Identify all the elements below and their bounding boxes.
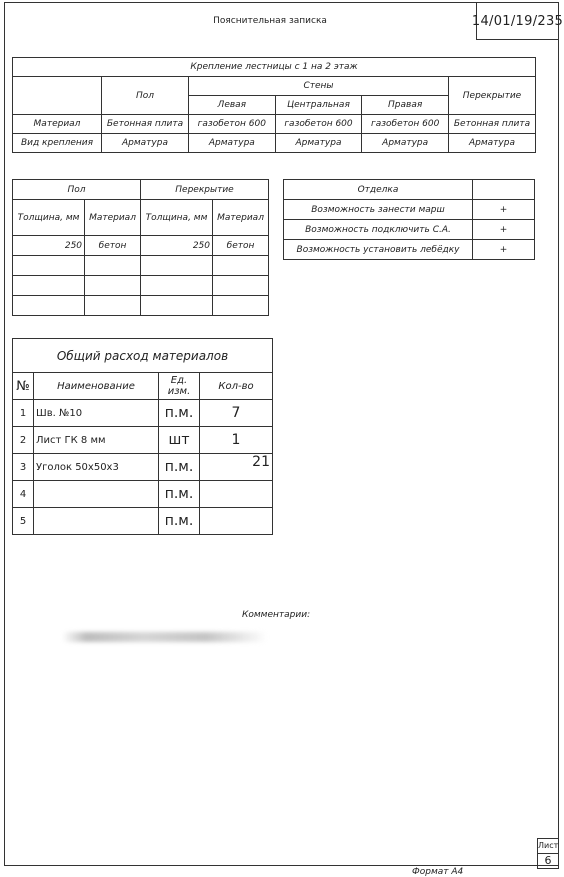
col-unit-header: Ед. изм.: [159, 373, 200, 400]
row-no: 5: [13, 508, 34, 535]
floor-thickness-header: Толщина, мм: [13, 200, 85, 236]
row-no: 2: [13, 427, 34, 454]
ceiling-value: Арматура: [449, 134, 536, 153]
materials-table: [12, 338, 273, 535]
row-unit: п.м.: [159, 481, 200, 508]
row-qty: [200, 508, 273, 535]
floor-value: Арматура: [102, 134, 189, 153]
row-no: 3: [13, 454, 34, 481]
finish-value-header: [473, 180, 535, 200]
ceiling-header: Перекрытие: [449, 77, 536, 115]
row-name: [34, 508, 159, 535]
row-label: Материал: [13, 115, 102, 134]
col-name-header: Наименование: [34, 373, 159, 400]
ceiling-thickness-header: Толщина, мм: [140, 200, 212, 236]
finish-value: +: [473, 220, 535, 240]
row-name: [34, 481, 159, 508]
finish-label: Возможность подключить С.А.: [284, 220, 473, 240]
row-unit: шт: [159, 427, 200, 454]
finish-title: Отделка: [284, 180, 473, 200]
table-row: [284, 200, 535, 220]
wall-right-header: Правая: [362, 96, 449, 115]
table-row: [284, 240, 535, 260]
wall-center-value: газобетон 600: [275, 115, 362, 134]
row-no: 4: [13, 481, 34, 508]
row-qty: 7: [200, 400, 273, 427]
row-name: Лист ГК 8 мм: [34, 427, 159, 454]
layers-table: [12, 179, 269, 316]
row-name: Уголок 50х50х3: [34, 454, 159, 481]
wall-center-header: Центральная: [275, 96, 362, 115]
table-row: [13, 481, 273, 508]
row-no: 1: [13, 400, 34, 427]
ceiling-value: Бетонная плита: [449, 115, 536, 134]
format-label: Формат А4: [412, 867, 464, 877]
table-row: [13, 115, 536, 134]
table-row: [13, 296, 269, 316]
layers-floor-header: Пол: [13, 180, 141, 200]
table-row: [13, 400, 273, 427]
table-row: [13, 427, 273, 454]
fastening-title: Крепление лестницы с 1 на 2 этаж: [13, 58, 536, 77]
row-qty: [200, 481, 273, 508]
wall-center-value: Арматура: [275, 134, 362, 153]
sheet-number: 6: [538, 853, 558, 868]
comments-label: Комментарии:: [242, 610, 311, 620]
ceiling-material-value: бетон: [213, 236, 269, 256]
table-row: [13, 276, 269, 296]
document-id: 14/01/19/235: [476, 3, 558, 40]
table-row: [13, 256, 269, 276]
wall-left-value: газобетон 600: [189, 115, 276, 134]
table-row: [13, 508, 273, 535]
table-row: [13, 454, 273, 481]
col-no-header: №: [13, 373, 34, 400]
table-row: [13, 236, 269, 256]
row-unit: п.м.: [159, 508, 200, 535]
row-unit: п.м.: [159, 454, 200, 481]
finish-value: +: [473, 240, 535, 260]
redacted-comment: [62, 632, 267, 642]
row-label: Вид крепления: [13, 134, 102, 153]
fastening-table: [12, 57, 536, 153]
corner-cell: [13, 77, 102, 115]
wall-right-value: газобетон 600: [362, 115, 449, 134]
floor-material-value: бетон: [85, 236, 141, 256]
table-row: [284, 220, 535, 240]
materials-title: Общий расход материалов: [13, 339, 273, 373]
sheet-box: [537, 838, 559, 869]
floor-material-header: Материал: [85, 200, 141, 236]
wall-left-value: Арматура: [189, 134, 276, 153]
row-qty: 21: [200, 454, 273, 481]
row-unit: п.м.: [159, 400, 200, 427]
finish-table: [283, 179, 535, 260]
row-qty: 1: [200, 427, 273, 454]
floor-thickness-value: 250: [13, 236, 85, 256]
layers-ceiling-header: Перекрытие: [140, 180, 268, 200]
floor-header: Пол: [102, 77, 189, 115]
ceiling-material-header: Материал: [213, 200, 269, 236]
walls-header: Стены: [189, 77, 449, 96]
wall-left-header: Левая: [189, 96, 276, 115]
finish-label: Возможность установить лебёдку: [284, 240, 473, 260]
sheet-label: Лист: [538, 841, 559, 850]
row-name: Шв. №10: [34, 400, 159, 427]
wall-right-value: Арматура: [362, 134, 449, 153]
floor-value: Бетонная плита: [102, 115, 189, 134]
finish-value: +: [473, 200, 535, 220]
table-row: [13, 134, 536, 153]
col-qty-header: Кол-во: [200, 373, 273, 400]
finish-label: Возможность занести марш: [284, 200, 473, 220]
ceiling-thickness-value: 250: [140, 236, 212, 256]
page-title: Пояснительная записка: [213, 16, 327, 26]
